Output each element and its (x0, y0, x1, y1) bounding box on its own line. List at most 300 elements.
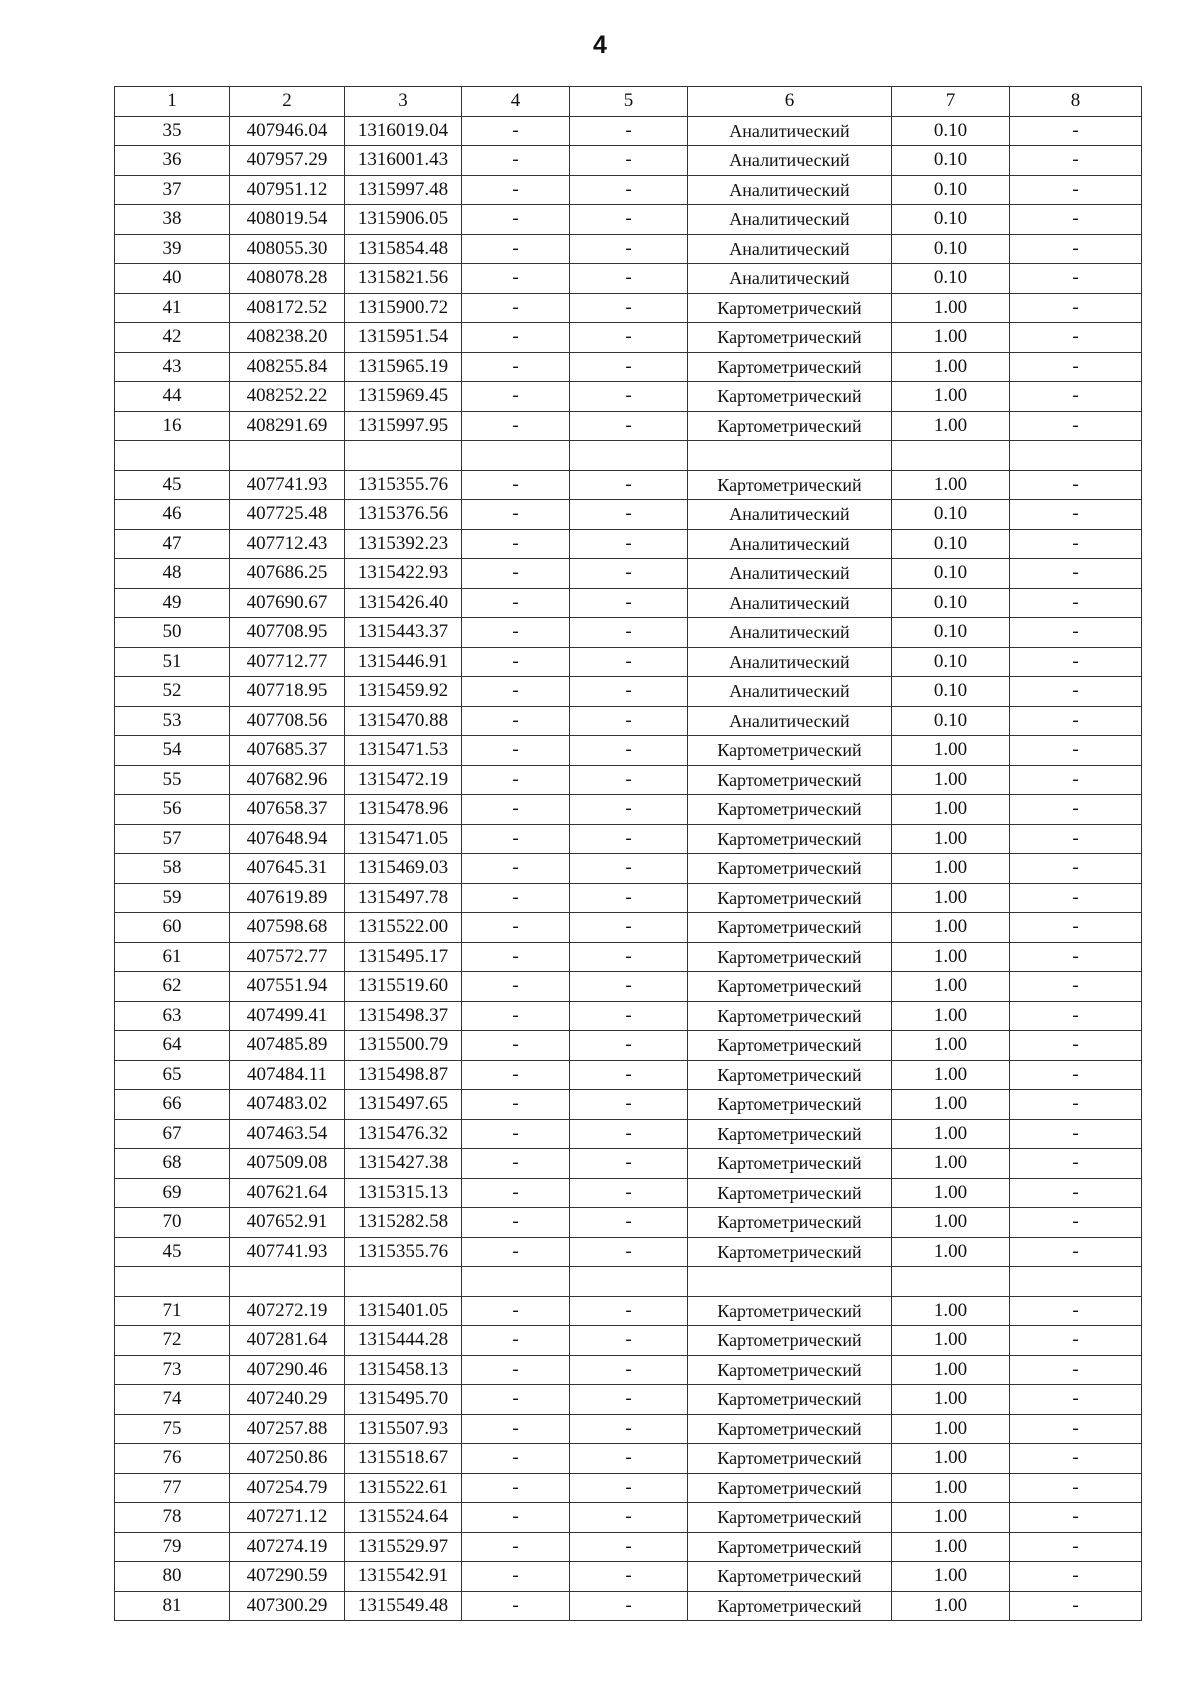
header-cell: 2 (230, 87, 345, 117)
table-cell: - (1010, 647, 1142, 677)
table-cell: - (462, 1031, 570, 1061)
table-cell: 0.10 (892, 529, 1010, 559)
table-cell: 407598.68 (230, 913, 345, 943)
table-cell: 1315542.91 (345, 1562, 462, 1592)
table-cell: 1315478.96 (345, 795, 462, 825)
table-cell: - (570, 205, 688, 235)
table-cell: 407712.43 (230, 529, 345, 559)
table-cell: 48 (115, 559, 230, 589)
table-cell: - (570, 500, 688, 530)
table-cell: - (1010, 1001, 1142, 1031)
table-cell: 407619.89 (230, 883, 345, 913)
table-cell: 1315469.03 (345, 854, 462, 884)
table-row (115, 1090, 1142, 1120)
table-cell: 72 (115, 1326, 230, 1356)
table-row (115, 1296, 1142, 1326)
table-cell: - (570, 647, 688, 677)
table-cell: - (570, 795, 688, 825)
table-cell: - (462, 1385, 570, 1415)
table-cell: - (462, 1355, 570, 1385)
table-cell: - (1010, 1296, 1142, 1326)
table-cell: 1315282.58 (345, 1208, 462, 1238)
table-cell: 1315427.38 (345, 1149, 462, 1179)
table-cell: 407254.79 (230, 1473, 345, 1503)
table-cell: 407290.46 (230, 1355, 345, 1385)
table-cell (345, 1267, 462, 1297)
table-cell: - (462, 1178, 570, 1208)
table-cell: 407645.31 (230, 854, 345, 884)
table-row (115, 1385, 1142, 1415)
table-cell (462, 1267, 570, 1297)
table-cell: 69 (115, 1178, 230, 1208)
table-cell: 407652.91 (230, 1208, 345, 1238)
table-cell: Картометрический (688, 470, 892, 500)
table-cell (1010, 1267, 1142, 1297)
table-cell: 408172.52 (230, 293, 345, 323)
table-cell: - (570, 618, 688, 648)
table-cell: 40 (115, 264, 230, 294)
table-cell (892, 1267, 1010, 1297)
table-cell: 407725.48 (230, 500, 345, 530)
table-cell: - (462, 411, 570, 441)
table-cell: 42 (115, 323, 230, 353)
table-cell: 1315315.13 (345, 1178, 462, 1208)
table-cell: Картометрический (688, 824, 892, 854)
table-cell: 1.00 (892, 972, 1010, 1002)
table-cell: Аналитический (688, 234, 892, 264)
page-number: 4 (593, 31, 607, 59)
table-cell: - (570, 116, 688, 146)
table-cell: - (1010, 618, 1142, 648)
table-cell: Картометрический (688, 736, 892, 766)
table-row (115, 1326, 1142, 1356)
table-cell: - (570, 942, 688, 972)
table-cell: 407300.29 (230, 1591, 345, 1621)
table-cell: 407499.41 (230, 1001, 345, 1031)
table-row (115, 795, 1142, 825)
table-cell: 1315498.87 (345, 1060, 462, 1090)
table-row (115, 441, 1142, 471)
table-cell: 1315900.72 (345, 293, 462, 323)
table-cell: 79 (115, 1532, 230, 1562)
table-cell: Аналитический (688, 677, 892, 707)
table-cell: - (570, 1178, 688, 1208)
table-row (115, 1060, 1142, 1090)
table-cell: - (570, 736, 688, 766)
table-cell: 407712.77 (230, 647, 345, 677)
table-cell: 1315529.97 (345, 1532, 462, 1562)
table-cell: Картометрический (688, 1208, 892, 1238)
table-cell: - (1010, 883, 1142, 913)
table-cell: 1315906.05 (345, 205, 462, 235)
table-cell: - (1010, 1031, 1142, 1061)
table-cell: - (1010, 942, 1142, 972)
table-cell: 59 (115, 883, 230, 913)
table-cell: - (570, 1591, 688, 1621)
header-cell: 1 (115, 87, 230, 117)
header-row (115, 87, 1142, 117)
table-cell: - (462, 824, 570, 854)
table-cell: 1315476.32 (345, 1119, 462, 1149)
table-cell: - (1010, 1060, 1142, 1090)
table-cell (892, 441, 1010, 471)
table-cell: - (1010, 1562, 1142, 1592)
table-cell: 1.00 (892, 470, 1010, 500)
table-cell: 408252.22 (230, 382, 345, 412)
table-row (115, 352, 1142, 382)
table-cell: 43 (115, 352, 230, 382)
table-cell: - (570, 529, 688, 559)
table-cell: 408238.20 (230, 323, 345, 353)
table-cell: - (570, 175, 688, 205)
table-row (115, 116, 1142, 146)
table-cell: - (462, 1119, 570, 1149)
table-cell: - (570, 854, 688, 884)
table-cell: 407708.56 (230, 706, 345, 736)
table-cell: 53 (115, 706, 230, 736)
table-cell: 68 (115, 1149, 230, 1179)
table-cell: 407484.11 (230, 1060, 345, 1090)
table-cell: 1.00 (892, 382, 1010, 412)
table-cell: - (462, 677, 570, 707)
table-cell: 1315524.64 (345, 1503, 462, 1533)
table-cell: - (462, 913, 570, 943)
table-cell: 1315969.45 (345, 382, 462, 412)
header-cell: 6 (688, 87, 892, 117)
table-row (115, 824, 1142, 854)
table-cell: 62 (115, 972, 230, 1002)
table-cell: 407509.08 (230, 1149, 345, 1179)
table-cell: 0.10 (892, 500, 1010, 530)
table-cell: - (570, 1208, 688, 1238)
table-cell: 81 (115, 1591, 230, 1621)
table-cell (570, 1267, 688, 1297)
table-cell (230, 441, 345, 471)
table-cell (570, 441, 688, 471)
table-cell: - (570, 913, 688, 943)
table-cell: 1.00 (892, 765, 1010, 795)
table-cell: - (570, 352, 688, 382)
table-cell: - (462, 352, 570, 382)
table-row (115, 854, 1142, 884)
table-cell: 407658.37 (230, 795, 345, 825)
table-row (115, 264, 1142, 294)
table-cell: 407708.95 (230, 618, 345, 648)
header-cell: 8 (1010, 87, 1142, 117)
table-row (115, 1119, 1142, 1149)
table-cell: - (462, 1237, 570, 1267)
table-cell: 407685.37 (230, 736, 345, 766)
table-cell: - (1010, 470, 1142, 500)
table-row (115, 1267, 1142, 1297)
table-cell: - (570, 1031, 688, 1061)
table-cell: Картометрический (688, 293, 892, 323)
table-cell: 76 (115, 1444, 230, 1474)
table-cell: 1315422.93 (345, 559, 462, 589)
table-cell: 1.00 (892, 293, 1010, 323)
table-cell: 0.10 (892, 677, 1010, 707)
table-cell: 65 (115, 1060, 230, 1090)
table-cell: Картометрический (688, 883, 892, 913)
table-cell: 0.10 (892, 647, 1010, 677)
table-cell: 1.00 (892, 795, 1010, 825)
table-cell: - (1010, 795, 1142, 825)
table-cell: 50 (115, 618, 230, 648)
table-cell: Аналитический (688, 529, 892, 559)
table-cell: - (570, 323, 688, 353)
table-cell: - (462, 706, 570, 736)
table-row (115, 677, 1142, 707)
table-cell: 1315444.28 (345, 1326, 462, 1356)
table-cell: 408291.69 (230, 411, 345, 441)
table-cell: - (1010, 824, 1142, 854)
table-cell: - (570, 1001, 688, 1031)
table-cell: - (1010, 529, 1142, 559)
table-cell: 46 (115, 500, 230, 530)
table-cell: 407240.29 (230, 1385, 345, 1415)
table-cell: - (1010, 500, 1142, 530)
table-cell: Картометрический (688, 1355, 892, 1385)
table-cell: 58 (115, 854, 230, 884)
table-cell: Картометрический (688, 1001, 892, 1031)
table-cell: - (462, 736, 570, 766)
table-cell: 1315471.05 (345, 824, 462, 854)
table-cell: Картометрический (688, 913, 892, 943)
table-cell: 407648.94 (230, 824, 345, 854)
table-cell: - (570, 382, 688, 412)
table-cell: 0.10 (892, 205, 1010, 235)
table-cell: - (1010, 146, 1142, 176)
table-cell: - (462, 500, 570, 530)
table-cell: - (1010, 1591, 1142, 1621)
table-cell: - (462, 588, 570, 618)
header-cell: 7 (892, 87, 1010, 117)
table-cell: - (462, 1001, 570, 1031)
table-body (115, 116, 1142, 1621)
table-cell: 36 (115, 146, 230, 176)
table-cell: 77 (115, 1473, 230, 1503)
table-cell: Картометрический (688, 1178, 892, 1208)
table-cell: Аналитический (688, 175, 892, 205)
table-cell: 78 (115, 1503, 230, 1533)
table-cell: 1.00 (892, 1473, 1010, 1503)
table-cell: - (462, 883, 570, 913)
table-row (115, 205, 1142, 235)
table-cell: Картометрический (688, 1060, 892, 1090)
table-cell: 1315518.67 (345, 1444, 462, 1474)
table-cell: 1315376.56 (345, 500, 462, 530)
table-cell: 47 (115, 529, 230, 559)
table-cell: 1.00 (892, 854, 1010, 884)
table-cell: 1.00 (892, 942, 1010, 972)
table-cell: 1315446.91 (345, 647, 462, 677)
table-row (115, 736, 1142, 766)
table-cell: Картометрический (688, 1562, 892, 1592)
table-cell: 0.10 (892, 234, 1010, 264)
table-row (115, 1355, 1142, 1385)
table-cell (688, 441, 892, 471)
table-cell: 1.00 (892, 1591, 1010, 1621)
table-cell: 44 (115, 382, 230, 412)
table-cell: Картометрический (688, 382, 892, 412)
table-cell: Картометрический (688, 1326, 892, 1356)
table-row (115, 765, 1142, 795)
table-cell: 1315522.00 (345, 913, 462, 943)
table-cell: 54 (115, 736, 230, 766)
table-cell: 1315522.61 (345, 1473, 462, 1503)
table-cell: 1.00 (892, 1562, 1010, 1592)
table-cell: - (1010, 352, 1142, 382)
table-cell: 1.00 (892, 323, 1010, 353)
table-cell: - (1010, 293, 1142, 323)
table-cell: - (1010, 972, 1142, 1002)
table-cell: - (1010, 411, 1142, 441)
table-cell: - (1010, 1414, 1142, 1444)
table-row (115, 411, 1142, 441)
table-row (115, 529, 1142, 559)
table-cell: - (1010, 1149, 1142, 1179)
table-cell: 407281.64 (230, 1326, 345, 1356)
table-cell: 407741.93 (230, 1237, 345, 1267)
table-cell (688, 1267, 892, 1297)
table-row (115, 588, 1142, 618)
table-cell: - (570, 293, 688, 323)
table-cell: - (1010, 116, 1142, 146)
table-cell: - (1010, 1326, 1142, 1356)
table-cell: - (570, 1326, 688, 1356)
table-cell: - (1010, 1532, 1142, 1562)
table-cell (115, 1267, 230, 1297)
table-row (115, 1591, 1142, 1621)
table-cell: - (462, 234, 570, 264)
table-cell: 1.00 (892, 1208, 1010, 1238)
table-row (115, 500, 1142, 530)
table-cell: - (462, 529, 570, 559)
table-cell: - (1010, 706, 1142, 736)
table-cell: - (570, 677, 688, 707)
table-cell: Аналитический (688, 559, 892, 589)
table-cell: 1315443.37 (345, 618, 462, 648)
table-cell: - (462, 175, 570, 205)
table-cell: Картометрический (688, 1532, 892, 1562)
table-cell: 407463.54 (230, 1119, 345, 1149)
table-cell: - (570, 411, 688, 441)
table-row (115, 1178, 1142, 1208)
table-cell: 407946.04 (230, 116, 345, 146)
table-cell: 407741.93 (230, 470, 345, 500)
table-cell: Картометрический (688, 1503, 892, 1533)
table-cell: - (570, 972, 688, 1002)
table-cell: 1315458.13 (345, 1355, 462, 1385)
table-cell: - (570, 146, 688, 176)
table-cell: Аналитический (688, 588, 892, 618)
table-cell: 52 (115, 677, 230, 707)
table-cell: 1.00 (892, 1444, 1010, 1474)
table-cell: 407485.89 (230, 1031, 345, 1061)
table-cell: 66 (115, 1090, 230, 1120)
table-cell: 0.10 (892, 264, 1010, 294)
table-cell: Картометрический (688, 1473, 892, 1503)
table-cell: 56 (115, 795, 230, 825)
table-cell: Картометрический (688, 1296, 892, 1326)
table-cell: 1315495.70 (345, 1385, 462, 1415)
table-cell: 63 (115, 1001, 230, 1031)
table-cell: - (1010, 1208, 1142, 1238)
table-cell: - (462, 1060, 570, 1090)
table-cell: - (1010, 1355, 1142, 1385)
table-cell: 1315472.19 (345, 765, 462, 795)
table-cell: - (462, 1562, 570, 1592)
table-cell: 1315951.54 (345, 323, 462, 353)
table-cell: Аналитический (688, 264, 892, 294)
table-cell: Картометрический (688, 1237, 892, 1267)
table-cell: Картометрический (688, 972, 892, 1002)
table-cell: - (462, 1326, 570, 1356)
table-cell: 1315459.92 (345, 677, 462, 707)
header-cell: 3 (345, 87, 462, 117)
table-cell: 0.10 (892, 146, 1010, 176)
table-row (115, 883, 1142, 913)
table-cell: Аналитический (688, 146, 892, 176)
table-cell: - (570, 470, 688, 500)
table-cell: 74 (115, 1385, 230, 1415)
table-cell: 37 (115, 175, 230, 205)
table-cell: 1315392.23 (345, 529, 462, 559)
table-cell: 64 (115, 1031, 230, 1061)
table-cell: - (570, 264, 688, 294)
table-cell: 16 (115, 411, 230, 441)
table-cell: 407271.12 (230, 1503, 345, 1533)
table-cell: 0.10 (892, 588, 1010, 618)
table-cell: Аналитический (688, 618, 892, 648)
table-cell: 1315498.37 (345, 1001, 462, 1031)
table-cell: Картометрический (688, 854, 892, 884)
table-cell: 1315355.76 (345, 470, 462, 500)
table-cell: Картометрический (688, 1119, 892, 1149)
table-row (115, 559, 1142, 589)
table-cell: 41 (115, 293, 230, 323)
table-row (115, 706, 1142, 736)
table-cell: 55 (115, 765, 230, 795)
table-cell: 67 (115, 1119, 230, 1149)
table-cell: 60 (115, 913, 230, 943)
table-cell: - (1010, 677, 1142, 707)
table-cell: 38 (115, 205, 230, 235)
table-cell: 1316019.04 (345, 116, 462, 146)
table-cell: Аналитический (688, 205, 892, 235)
table-cell: 1315549.48 (345, 1591, 462, 1621)
table-cell: - (1010, 1178, 1142, 1208)
table-cell: - (462, 1149, 570, 1179)
table-cell: 1.00 (892, 1119, 1010, 1149)
table-cell: 0.10 (892, 706, 1010, 736)
table-cell: - (1010, 1503, 1142, 1533)
table-cell: - (570, 1385, 688, 1415)
table-row (115, 913, 1142, 943)
table-cell: - (570, 1119, 688, 1149)
table-cell: - (462, 854, 570, 884)
table-cell: 1.00 (892, 1296, 1010, 1326)
table-cell: 1315500.79 (345, 1031, 462, 1061)
table-cell: Картометрический (688, 1591, 892, 1621)
table-cell: - (462, 765, 570, 795)
table-cell: 408019.54 (230, 205, 345, 235)
table-row (115, 1562, 1142, 1592)
table-cell: 408078.28 (230, 264, 345, 294)
table-cell: Картометрический (688, 1444, 892, 1474)
table-header (115, 87, 1142, 117)
table-cell: 1315519.60 (345, 972, 462, 1002)
